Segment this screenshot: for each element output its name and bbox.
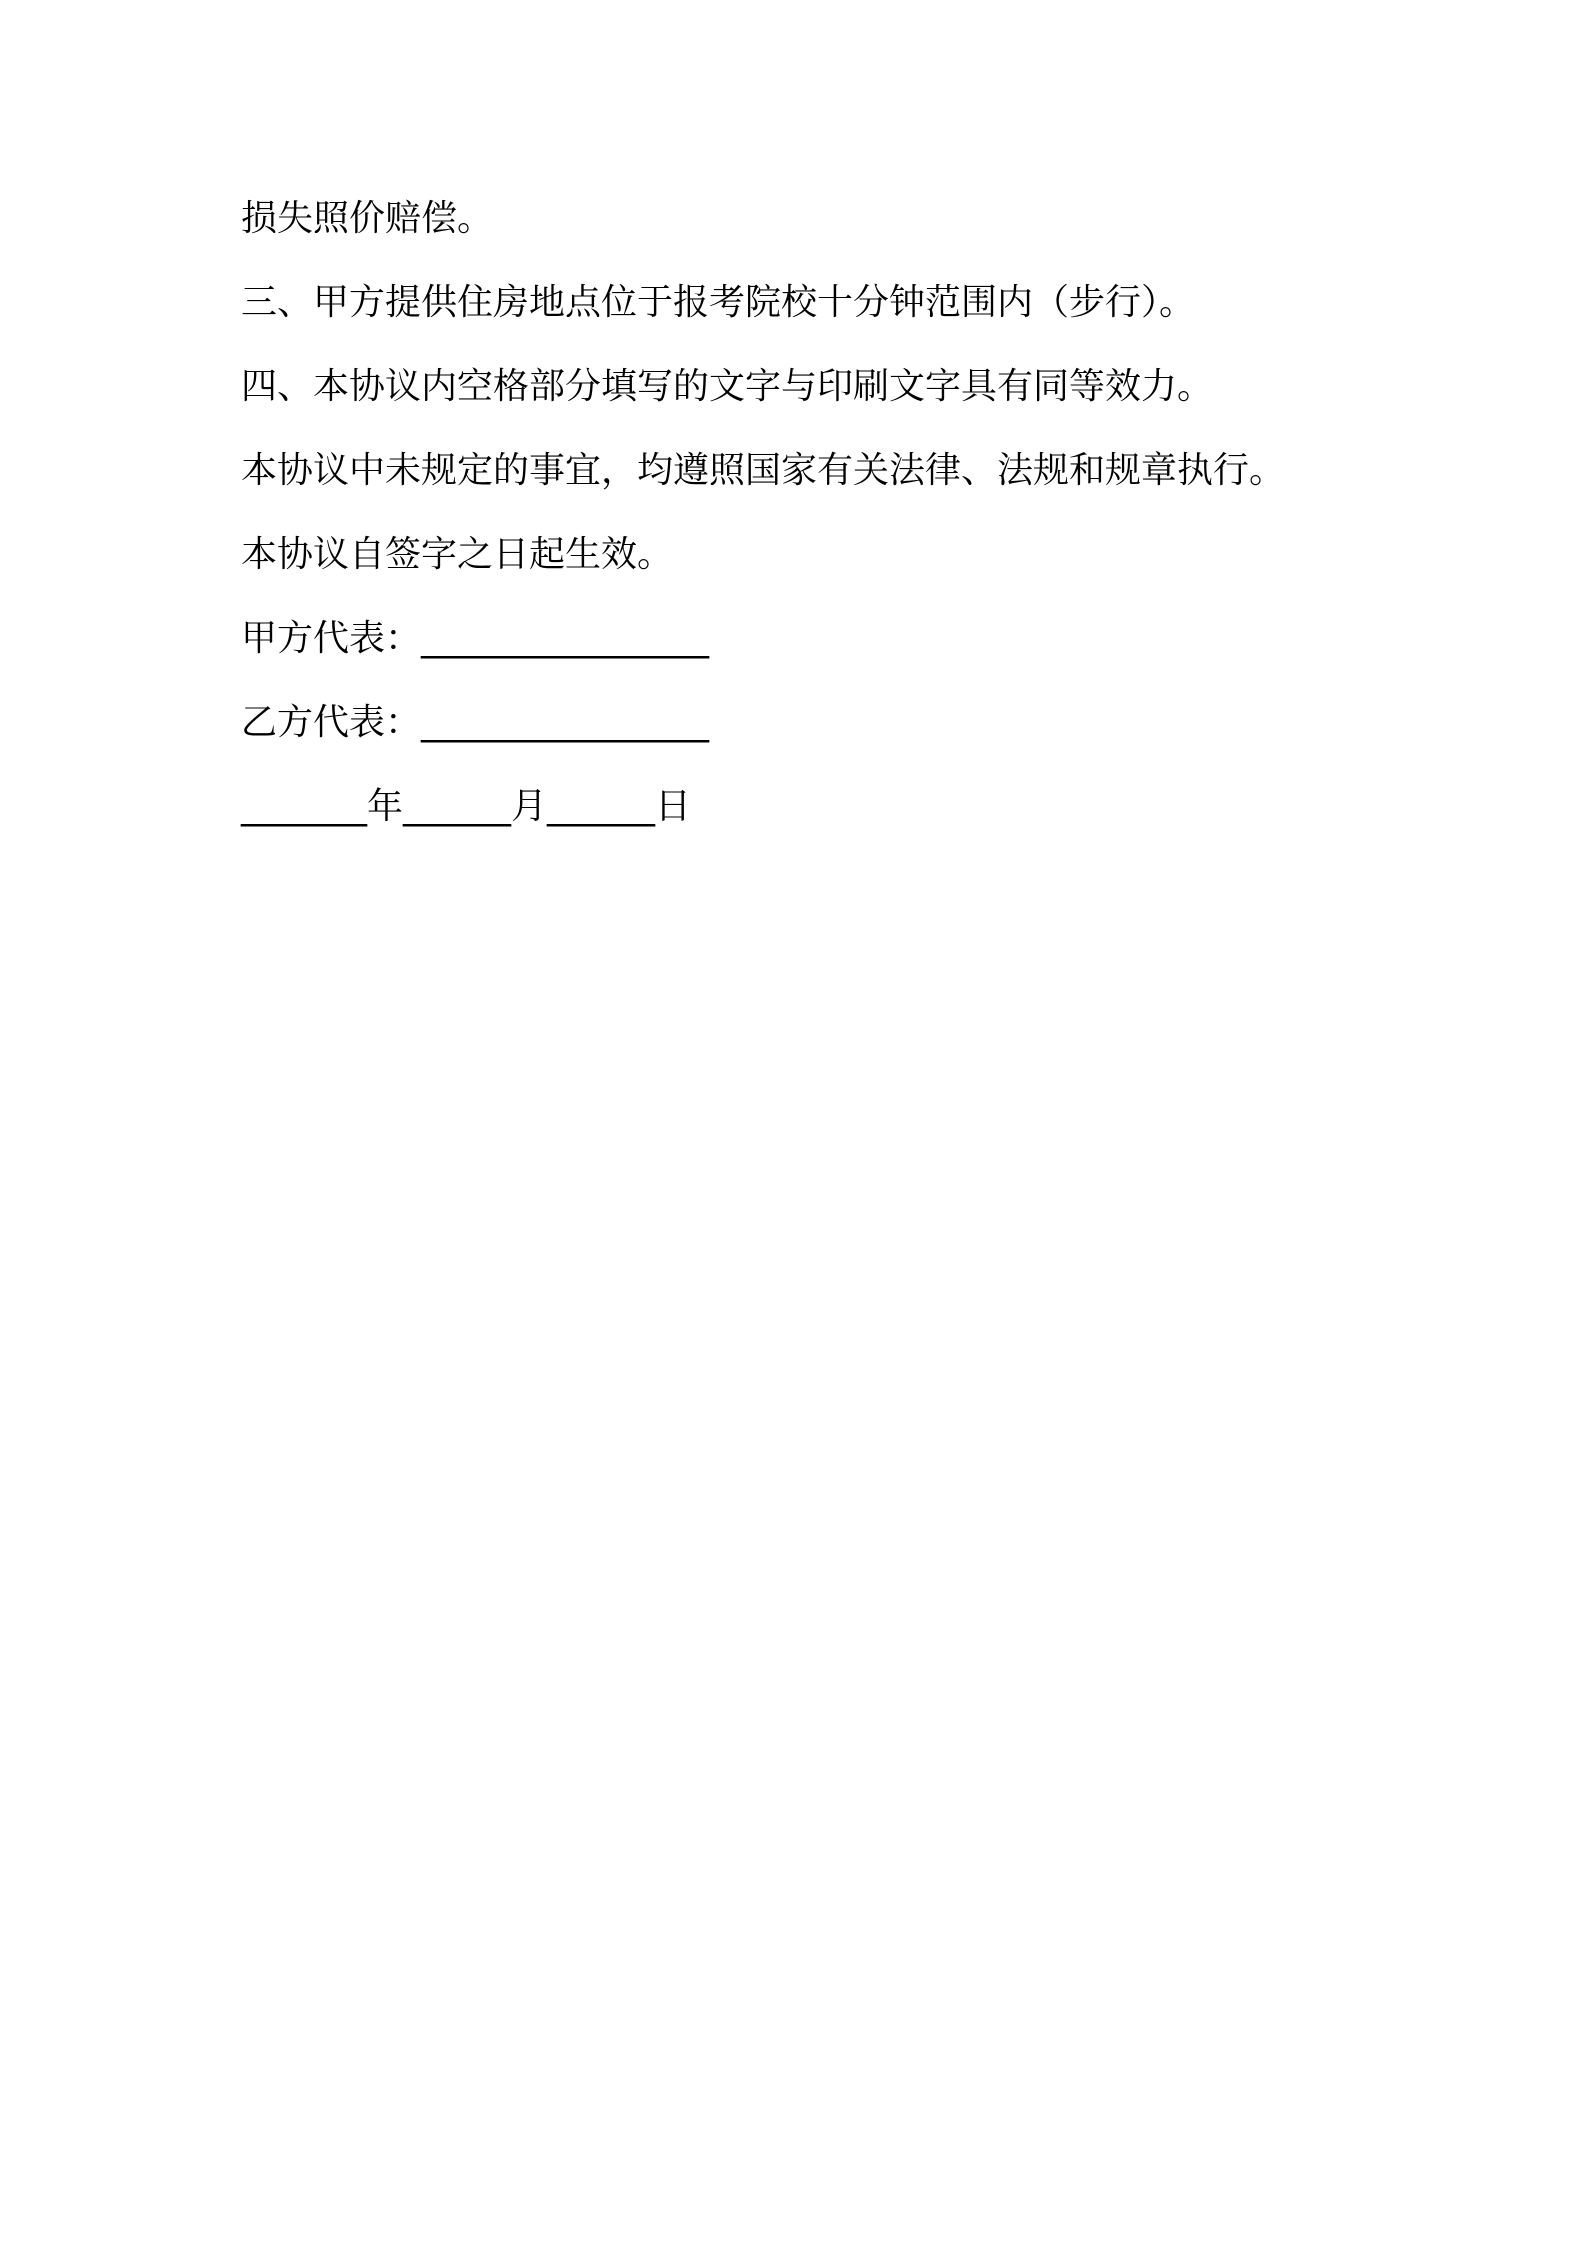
effective-date-clause: 本协议自签字之日起生效。	[241, 534, 674, 575]
party-b-signature-line: 乙方代表：________________	[241, 702, 710, 743]
signature-date-line: _______年______月______日	[241, 786, 691, 827]
party-a-signature-line: 甲方代表：________________	[241, 618, 710, 659]
unspecified-matters-clause: 本协议中未规定的事宜，均遵照国家有关法律、法规和规章执行。	[241, 450, 1286, 491]
document-body	[241, 195, 1391, 867]
compensation-clause-continuation: 损失照价赔偿。	[241, 198, 494, 239]
blank-fill-validity-clause: 四、本协议内空格部分填写的文字与印刷文字具有同等效力。	[241, 366, 1214, 407]
housing-location-clause: 三、甲方提供住房地点位于报考院校十分钟范围内（步行）。	[241, 282, 1196, 323]
